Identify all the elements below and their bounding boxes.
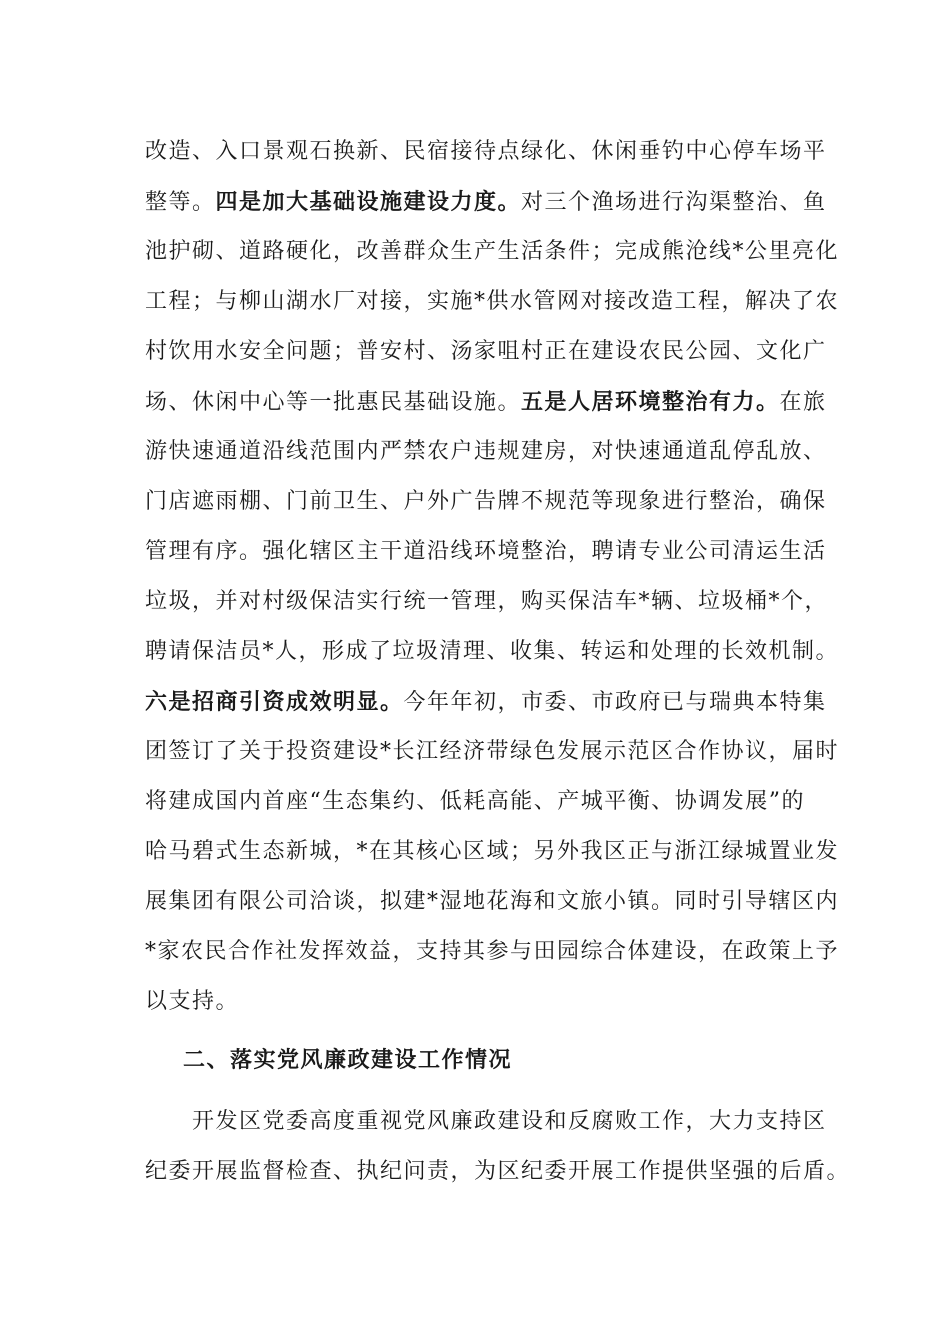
bold-subheading: 四是加大基础设施建设力度。 <box>215 189 522 215</box>
text-line <box>145 627 840 677</box>
text-run: 场、休闲中心等一批惠民基础设施。 <box>145 390 522 415</box>
text-line <box>145 127 825 177</box>
text-line <box>145 777 825 827</box>
text-run: 开发区党委高度重视党风廉政建设和反腐败工作，大力支持区 <box>145 1109 827 1134</box>
text-run: 纪委开展监督检查、执纪问责，为区纪委开展工作提供坚强的后盾。 <box>145 1159 851 1184</box>
text-run: 垃圾，并对村级保洁实行统一管理，购买保洁车*辆、垃圾桶*个， <box>145 589 829 614</box>
text-line <box>145 927 840 977</box>
text-run: 村饮用水安全问题；普安村、汤家咀村正在建设农民公园、文化广 <box>145 339 827 364</box>
text-line <box>145 1147 851 1197</box>
text-line <box>145 977 825 1027</box>
body-text-section-2 <box>145 1097 851 1197</box>
text-line <box>145 727 840 777</box>
bold-subheading: 五是人居环境整治有力。 <box>521 389 780 415</box>
text-run: 在旅 <box>779 390 827 415</box>
text-run: 门店遮雨棚、门前卫生、户外广告牌不规范等现象进行整治，确保 <box>145 489 827 514</box>
text-run: 工程；与柳山湖水厂对接，实施*供水管网对接改造工程，解决了农 <box>145 289 840 314</box>
text-run: 今年年初，市委、市政府已与瑞典本特集 <box>403 690 827 715</box>
text-run: 对三个渔场进行沟渠整治、鱼 <box>521 190 827 215</box>
text-line <box>145 827 840 877</box>
text-line <box>145 1097 825 1147</box>
text-line <box>145 677 825 727</box>
text-run: 哈马碧式生态新城，*在其核心区域；另外我区正与浙江绿城置业发 <box>145 839 840 864</box>
text-line <box>145 427 825 477</box>
text-run: 展集团有限公司洽谈，拟建*湿地花海和文旅小镇。同时引导辖区内 <box>145 889 840 914</box>
text-run: 管理有序。强化辖区主干道沿线环境整治，聘请专业公司清运生活 <box>145 539 827 564</box>
text-line <box>145 377 825 427</box>
text-run: *家农民合作社发挥效益，支持其参与田园综合体建设，在政策上予 <box>145 939 840 964</box>
text-line <box>145 327 825 377</box>
body-text-section-1 <box>145 127 840 1027</box>
text-line <box>145 577 829 627</box>
text-run: 游快速通道沿线范围内严禁农户违规建房，对快速通道乱停乱放、 <box>145 439 827 464</box>
section-heading: 二、落实党风廉政建设工作情况 <box>183 1047 513 1073</box>
text-run: 团签订了关于投资建设*长江经济带绿色发展示范区合作协议，届时 <box>145 739 840 764</box>
text-run: 聘请保洁员*人，形成了垃圾清理、收集、转运和处理的长效机制。 <box>145 639 840 664</box>
text-line <box>145 277 840 327</box>
text-run: 改造、入口景观石换新、民宿接待点绿化、休闲垂钓中心停车场平 <box>145 139 827 164</box>
text-line <box>145 477 825 527</box>
text-line <box>145 227 840 277</box>
text-run: 整等。 <box>145 190 216 215</box>
text-run: 以支持。 <box>145 989 240 1014</box>
text-run: 池护砌、道路硬化，改善群众生产生活条件；完成熊沧线*公里亮化 <box>145 239 840 264</box>
text-line <box>145 177 825 227</box>
text-run: 将建成国内首座“生态集约、低耗高能、产城平衡、协调发展”的 <box>145 789 805 814</box>
text-line <box>145 527 825 577</box>
bold-subheading: 六是招商引资成效明显。 <box>145 689 404 715</box>
text-line <box>145 877 840 927</box>
